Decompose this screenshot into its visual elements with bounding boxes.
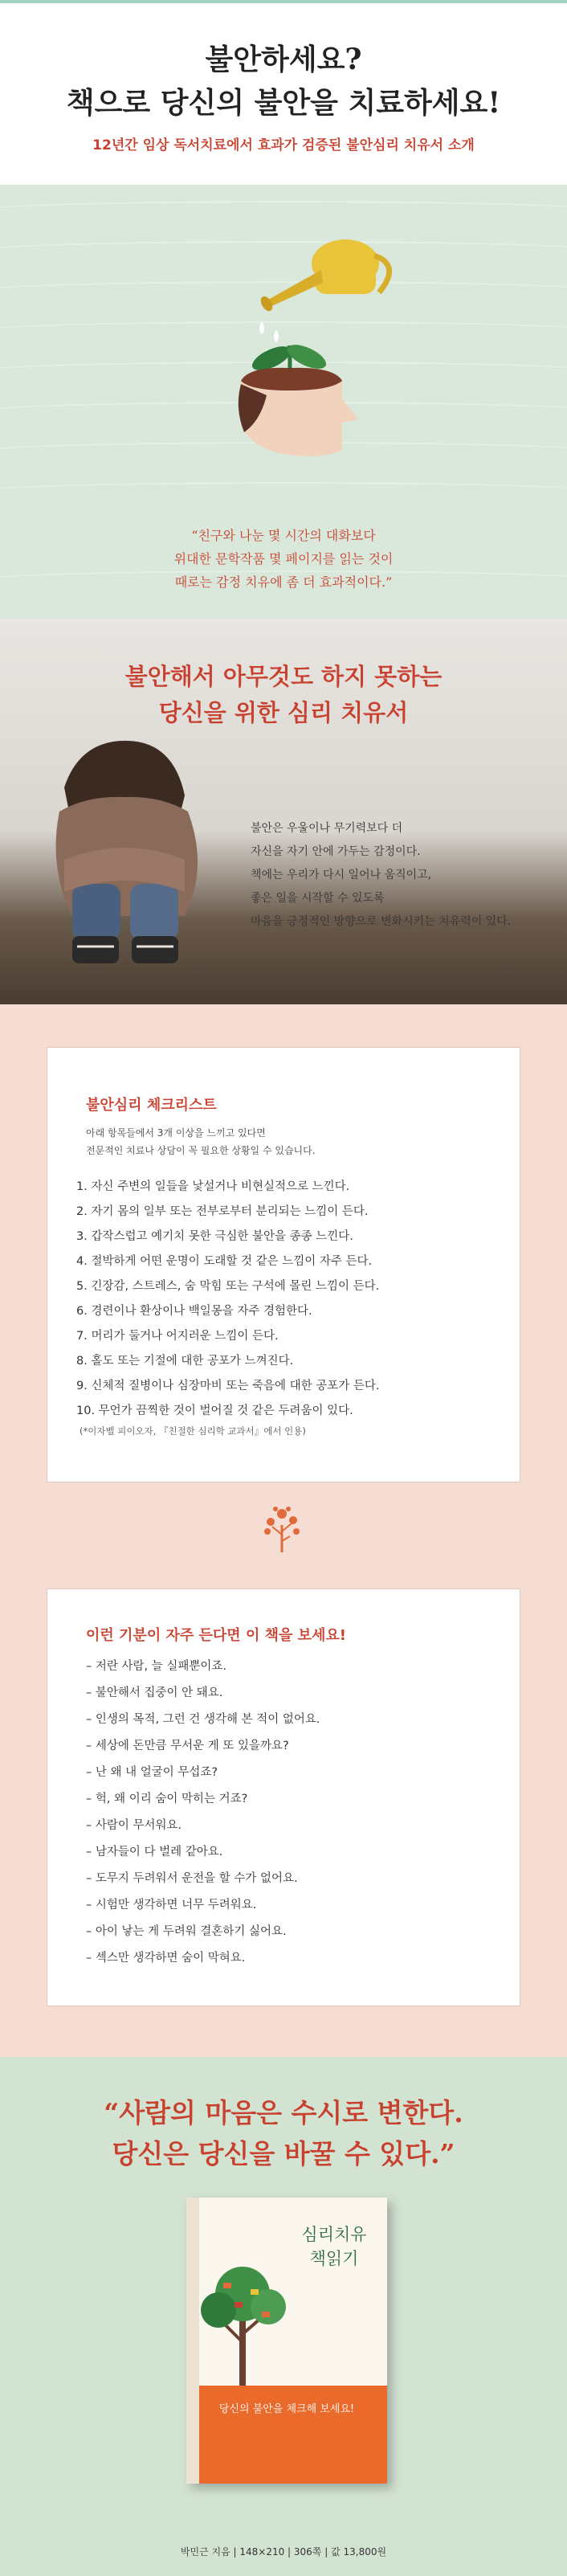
symptom-item: – 불안해서 집중이 안 돼요. — [86, 1687, 223, 1699]
book-cover-title-line2: 책읽기 — [309, 2249, 359, 2268]
wave-pattern — [0, 482, 567, 503]
hero-subtitle: 12년간 임상 독서치료에서 효과가 검증된 불안심리 치유서 소개 — [92, 137, 475, 153]
checklist-items — [76, 1175, 510, 1424]
sitting-person-illustration — [16, 691, 233, 980]
book-cover — [186, 2198, 387, 2484]
book-info: 박민근 지음 | 148×210 | 306쪽 | 값 13,800원 — [180, 2546, 387, 2558]
quote-line: “친구와 나눈 몇 시간의 대화보다 — [191, 528, 376, 543]
quote-section — [0, 185, 567, 619]
checklist-card — [47, 1047, 520, 1482]
tree-icon — [259, 1503, 304, 1554]
description-line: 마음을 긍정적인 방향으로 변화시키는 치유력이 있다. — [251, 915, 512, 928]
symptom-item: – 남자들이 다 벌레 같아요. — [86, 1846, 223, 1858]
checklist-item: 5. 긴장감, 스트레스, 숨 막힘 또는 구석에 몰린 느낌이 든다. — [76, 1280, 380, 1293]
symptom-item: – 세상에 돈만큼 무서운 게 또 있을까요? — [86, 1740, 289, 1752]
symptom-item: – 시험만 생각하면 너무 두려워요. — [86, 1899, 257, 1912]
symptom-item: – 헉, 왜 이리 숨이 막히는 거죠? — [86, 1793, 248, 1805]
symptom-item: – 도무지 두려워서 운전을 할 수가 없어요. — [86, 1872, 298, 1885]
photo-section — [0, 619, 567, 1004]
hero-header — [0, 0, 567, 185]
watering-can-icon — [259, 239, 390, 313]
quote-text — [0, 524, 567, 594]
symptom-item: – 섹스만 생각하면 숨이 막혀요. — [86, 1952, 246, 1965]
checklist-intro — [86, 1124, 496, 1159]
checklist-item: 1. 자신 주변의 일들을 낯설거나 비현실적으로 느낀다. — [76, 1180, 350, 1193]
watering-can-sprout-illustration — [193, 209, 402, 474]
book-cover-title-line1: 심리치유 — [301, 2225, 367, 2244]
checklist-item: 8. 홀도 또는 기절에 대한 공포가 느껴진다. — [76, 1355, 294, 1368]
photo-title-line2: 당신을 위한 심리 치유서 — [158, 699, 409, 726]
symptom-item: – 난 왜 내 얼굴이 무섭죠? — [86, 1766, 218, 1779]
description-line: 불안은 우울이나 무기력보다 더 — [251, 822, 403, 835]
book-band-headline: 당신의 불안을 체크해 보세요! — [218, 2403, 355, 2415]
checklist-item: 10. 무언가 끔찍한 것이 벌어질 것 같은 두려움이 있다. — [76, 1405, 353, 1417]
intro-line: 아래 항목들에서 3개 이상을 느끼고 있다면 — [86, 1127, 266, 1139]
checklist-section — [0, 1004, 567, 2057]
quote-line: 때로는 감정 치유에 좀 더 효과적이다.” — [174, 574, 393, 590]
closing-quote-line1: “사람의 마음은 수시로 변한다. — [104, 2097, 463, 2128]
hero-title-line2: 책으로 당신의 불안을 치료하세요! — [66, 86, 501, 120]
checklist-item: 2. 자기 몸의 일부 또는 전부로부터 분리되는 느낌이 든다. — [76, 1205, 369, 1218]
book-spine — [186, 2198, 199, 2484]
photo-title-line1: 불안해서 아무것도 하지 못하는 — [124, 663, 443, 690]
checklist-title: 불안심리 체크리스트 — [86, 1097, 217, 1114]
checklist-item: 9. 신체적 질병이나 심장마비 또는 죽음에 대한 공포가 든다. — [76, 1380, 380, 1392]
checklist-item: 3. 갑작스럽고 예기치 못한 극심한 불안을 종종 느낀다. — [76, 1230, 353, 1243]
checklist-item: 6. 경련이나 환상이나 백일몽을 자주 경험한다. — [76, 1305, 312, 1318]
checklist-item: 7. 머리가 둘거나 어지러운 느낌이 든다. — [76, 1330, 279, 1343]
book-band — [186, 2386, 387, 2484]
checklist-source: (*이자벨 피이오자, 『친절한 심리학 교과서』에서 인용) — [80, 1425, 306, 1437]
symptom-items — [86, 1654, 504, 1972]
checklist-item: 4. 절박하게 어떤 운명이 도래할 것 같은 느낌이 자주 든다. — [76, 1255, 373, 1268]
symptom-item: – 아이 낳는 게 두려워 결혼하기 싫어요. — [86, 1925, 287, 1938]
intro-line: 전문적인 치료나 상담이 꼭 필요한 상황일 수 있습니다. — [86, 1145, 316, 1156]
description-line: 좋은 일을 시작할 수 있도록 — [251, 892, 385, 905]
symptom-title: 이런 기분이 자주 든다면 이 책을 보세요! — [86, 1627, 347, 1644]
symptom-item: – 사람이 무서워요. — [86, 1819, 182, 1832]
book-tree-illustration — [194, 2254, 291, 2390]
quote-line: 위대한 문학작품 몇 페이지를 읽는 것이 — [173, 551, 394, 566]
book-section — [0, 2057, 567, 2576]
symptom-item: – 저란 사람, 늘 실패뿐이죠. — [86, 1660, 226, 1673]
symptom-item: – 인생의 목적, 그런 건 생각해 본 적이 없어요. — [86, 1713, 320, 1726]
hero-title-line1: 불안하세요? — [205, 43, 362, 76]
photo-description — [251, 817, 556, 934]
symptom-card — [47, 1589, 520, 2006]
head-pot-icon — [239, 368, 358, 456]
closing-quote-line2: 당신은 당신을 바꿀 수 있다.” — [112, 2138, 455, 2169]
description-line: 책에는 우리가 다시 일어나 움직이고, — [251, 869, 432, 881]
description-line: 자신을 자기 안에 가두는 감정이다. — [251, 845, 421, 858]
